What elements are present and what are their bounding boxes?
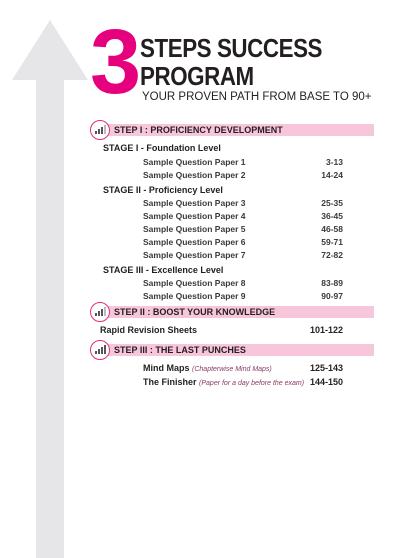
section-name-wrap — [143, 376, 304, 390]
signal-bars-icon — [90, 340, 110, 360]
subtitle: YOUR PROVEN PATH FROM BASE TO 90+ — [142, 91, 372, 103]
page-range: 3-13 — [325, 157, 343, 167]
step-3-label: STEP III : THE LAST PUNCHES — [114, 345, 246, 355]
paper-name: Sample Question Paper 3 — [143, 198, 246, 208]
section-name: Rapid Revision Sheets — [100, 325, 198, 335]
list-item — [100, 324, 343, 336]
page-range: 36-45 — [321, 211, 343, 221]
section-note: (Paper for a day before the exam) — [199, 380, 305, 387]
step-2-label: STEP II : BOOST YOUR KNOWLEDGE — [114, 307, 276, 317]
paper-name: Sample Question Paper 4 — [143, 211, 246, 221]
section-name: The Finisher — [143, 377, 197, 387]
list-item — [143, 277, 343, 289]
section-name: Mind Maps — [143, 363, 190, 373]
step-1-label: STEP I : PROFICIENCY DEVELOPMENT — [114, 125, 283, 135]
list-item — [143, 223, 343, 235]
list-item — [143, 362, 343, 374]
step-2-header — [90, 305, 374, 319]
paper-name: Sample Question Paper 2 — [143, 170, 246, 180]
list-item — [143, 290, 343, 302]
page-range: 14-24 — [321, 170, 343, 180]
signal-bars-icon — [90, 302, 110, 322]
list-item — [143, 249, 343, 261]
page-range: 72-82 — [321, 250, 343, 260]
list-item — [143, 197, 343, 209]
page-range: 90-97 — [321, 291, 343, 301]
upward-arrow-graphic — [0, 0, 90, 558]
page-range: 46-58 — [321, 224, 343, 234]
list-item — [143, 376, 343, 388]
paper-name: Sample Question Paper 5 — [143, 224, 246, 234]
signal-bars-icon — [90, 120, 110, 140]
big-number-3: 3 — [90, 11, 140, 113]
step-3-header — [90, 343, 374, 357]
paper-name: Sample Question Paper 9 — [143, 291, 246, 301]
section-name-wrap — [143, 362, 272, 376]
paper-name: Sample Question Paper 1 — [143, 157, 246, 167]
page-range: 144-150 — [309, 377, 343, 387]
paper-name: Sample Question Paper 7 — [143, 250, 246, 260]
stage-2-title: STAGE II - Proficiency Level — [103, 185, 223, 195]
page-range: 83-89 — [321, 278, 343, 288]
list-item — [143, 210, 343, 222]
page-range: 59-71 — [321, 237, 343, 247]
list-item — [143, 169, 343, 181]
title-line-1: STEPS SUCCESS — [140, 33, 323, 63]
section-note: (Chapterwise Mind Maps) — [192, 366, 272, 373]
paper-name: Sample Question Paper 6 — [143, 237, 246, 247]
stage-1-title: STAGE I - Foundation Level — [103, 143, 221, 153]
page-range: 101-122 — [309, 325, 343, 335]
list-item — [143, 156, 343, 168]
page-range: 125-143 — [309, 363, 343, 373]
paper-name: Sample Question Paper 8 — [143, 278, 246, 288]
list-item — [143, 236, 343, 248]
stage-3-title: STAGE III - Excellence Level — [103, 265, 224, 275]
step-1-header — [90, 123, 374, 137]
page-range: 25-35 — [321, 198, 343, 208]
title-line-2: PROGRAM — [140, 61, 254, 91]
